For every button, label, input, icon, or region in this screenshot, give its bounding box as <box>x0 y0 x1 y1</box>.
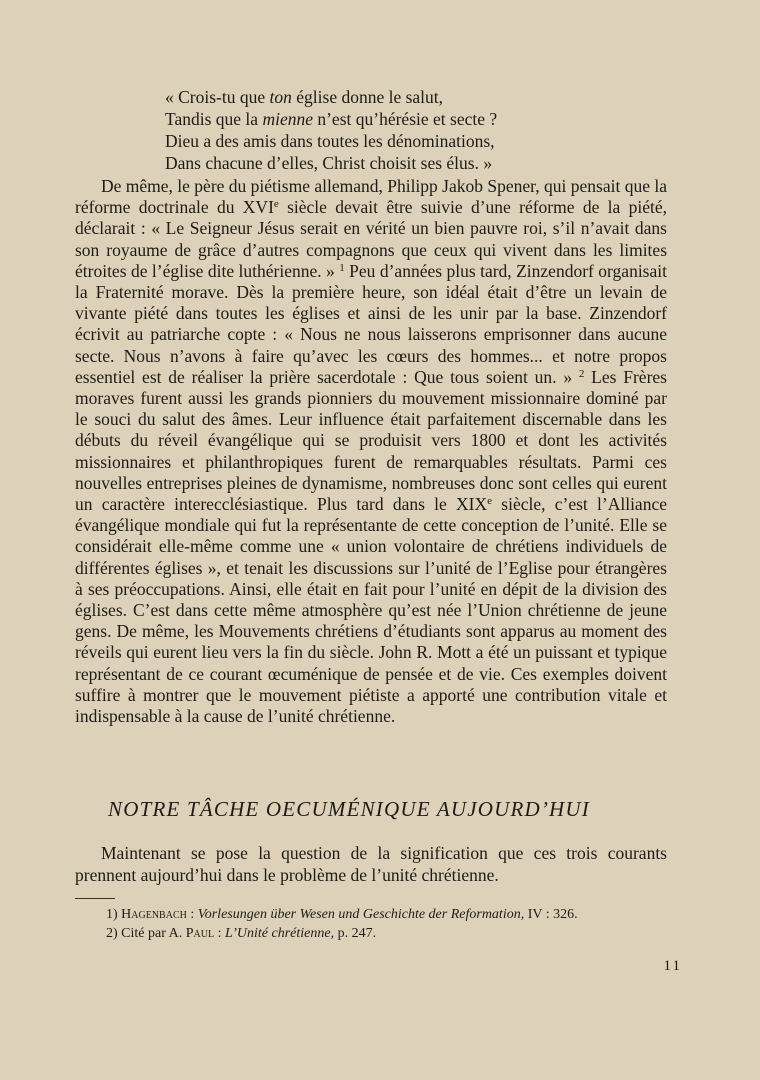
poem-quote <box>165 86 585 174</box>
poem-line-4: Dans chacune d’elles, Christ choisit ses élus. » <box>165 153 493 173</box>
paragraph-text: Peu d’années plus tard, Zinzendorf organisait la Fraternité morave. Dès la première heure, son idéal était d’être un levain de vivante piété dans toutes les églises et ainsi de les unir par la base. Zinzendorf écrivit au patriarche copte : « Nous ne nous laisserons emprisonner dans aucune secte. Nous n’avons à faire qu’avec les cœurs des hommes... et notre propos essentiel est de réaliser la prière sacerdotale : Que tous soient un. » <box>75 260 667 387</box>
second-paragraph: Maintenant se pose la question de la signification que ces trois courants prennent aujourd’hui dans le problème de l’unité chrétienne. <box>75 843 667 885</box>
footnote-title: L’Unité chrétienne, <box>224 926 335 941</box>
poem-text: « Crois-tu que <box>165 87 270 107</box>
poem-text: Tandis que la <box>165 109 263 129</box>
footnote-separator: : <box>186 907 198 922</box>
footnote-ref-1: 1 <box>339 261 345 274</box>
footnote-1 <box>106 905 686 924</box>
poem-line-2 <box>165 108 585 130</box>
poem-line-3: Dieu a des amis dans toutes les dénominations, <box>165 131 495 151</box>
poem-emphasis: ton <box>269 87 292 107</box>
footnote-separator: : <box>214 926 225 941</box>
poem-emphasis: mienne <box>262 109 313 129</box>
main-paragraph <box>75 176 667 727</box>
page-number: 11 <box>663 958 682 974</box>
paragraph-text: Les Frères moraves furent aussi les grands pionniers du mouvement missionnaire dominé par le souci du salut des âmes. Leur influence était parfaitement discernable dans les débuts du réveil évangélique qui se produisit vers 1800 et dont les activités missionnaires et philanthropiques furent de remarquables résultats. Parmi ces nouvelles entreprises pleines de dynamisme, nombreuses donc sont celles qui eurent un caractère interecclésiastique. Plus tard dans le XIX <box>75 366 667 515</box>
footnote-author: Hagenbach <box>121 907 187 922</box>
footnote-reference: p. 247. <box>334 926 377 941</box>
footnote-author: Paul <box>185 926 215 941</box>
paragraph-text: De même, le père du piétisme allemand, Philipp Jakob Spener, qui pensait que la réforme doctrinale du XVI <box>75 176 667 218</box>
poem-text: église donne le salut, <box>291 87 444 107</box>
poem-text: n’est qu’hérésie et secte ? <box>312 109 498 129</box>
footnote-prefix: Cité par A. <box>117 926 186 941</box>
footnote-number: 1) <box>106 907 118 922</box>
paragraph-text: siècle devait être suivie d’une réforme de la piété, déclarait : « Le Seigneur Jésus serait en vérité un bien pauvre roi, s’il n’avait dans son royaume de grâce d’autres compagnons que ceux qui vivent dans les limites étroites de l’église dite luthérienne. » <box>75 197 667 281</box>
footnote-2 <box>106 924 686 943</box>
century-superscript: e <box>487 495 493 508</box>
footnote-ref-2: 2 <box>578 367 585 380</box>
paragraph-text: siècle, c’est l’Alliance évangélique mondiale qui fut la représentante de cette conception de l’unité. Elle se considérait elle-même comme une « union volontaire de chrétiens individuels de différentes églises », et tenait les discussions sur l’unité de l’Eglise pour étrangères à ses préoccupations. Ainsi, elle était en fait pour l’unité en dépit de la division des églises. C’est dans cette même atmosphère qu’est née l’Union chrétienne de jeune gens. De même, les Mouvements chrétiens d’étudiants sont apparus au moment des réveils qui eurent lieu vers la fin du siècle. John R. Mott a été un puissant et typique représentant de ce courant œcuménique de pensée et de vie. Ces exemples doivent suffire à montrer que le mouvement piétiste a apporté une contribution vitale et indispensable à la cause de l’unité chrétienne. <box>75 494 667 727</box>
poem-line-1 <box>165 86 585 108</box>
section-heading: NOTRE TÂCHE OECUMÉNIQUE AUJOURD’HUI <box>108 797 590 821</box>
footnote-number: 2) <box>106 926 118 941</box>
footnote-divider <box>75 898 115 899</box>
footnote-title: Vorlesungen über Wesen und Geschichte der Reformation, <box>197 907 525 922</box>
century-superscript: e <box>273 198 279 211</box>
footnote-reference: IV : 326. <box>524 907 578 922</box>
footnotes <box>106 905 686 943</box>
